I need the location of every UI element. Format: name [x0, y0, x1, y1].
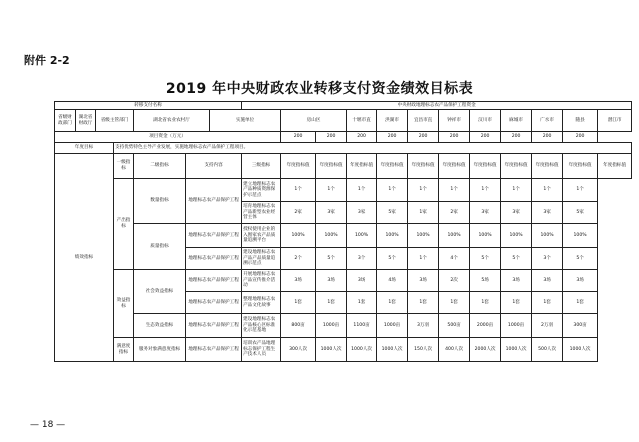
value-cell: 3家	[470, 202, 501, 224]
value-cell: 1套	[408, 292, 439, 314]
level2-cell: 生态效益指标	[134, 314, 186, 338]
value-cell: 3个	[532, 248, 563, 270]
value-cell: 100%	[316, 224, 347, 248]
hubei-finance: 湖北省财政厅	[76, 110, 96, 132]
value-cell: 100%	[532, 224, 563, 248]
value-cell: 1套	[439, 292, 470, 314]
value-cell: 4个	[439, 248, 470, 270]
value-cell: 1000人次	[347, 338, 377, 362]
page-number: — 18 —	[30, 420, 66, 430]
value-cell: 5场	[470, 270, 501, 292]
value-cell: 2家	[439, 202, 470, 224]
content-cell: 地理标志农产品保护工程	[186, 179, 242, 224]
value-cell: 1000人次	[501, 338, 532, 362]
level3-cell: 培训农产品地理标志保护工程生产技术人员	[242, 338, 281, 362]
value-cell: 2万羽	[532, 314, 563, 338]
unit-cell: 广水市	[532, 110, 563, 132]
content-cell: 地理标志农产品保护工程	[186, 270, 242, 292]
value-cell: 1个	[408, 248, 439, 270]
fund-cell: 200	[347, 132, 377, 143]
performance-table	[54, 101, 632, 362]
value-cell: 100%	[281, 224, 316, 248]
value-cell: 3场	[281, 270, 316, 292]
content-cell: 地理标志农产品保护工程	[186, 292, 242, 314]
value-cell: 1000亩	[501, 314, 532, 338]
value-cell: 100%	[501, 224, 532, 248]
fund-cell: 200	[470, 132, 501, 143]
value-cell: 2家	[281, 202, 316, 224]
level2-cell: 质量指标	[134, 224, 186, 270]
provincial-dept-label: 省级主管部门	[96, 110, 134, 132]
value-cell: 1100亩	[347, 314, 377, 338]
value-cell: 1套	[501, 292, 532, 314]
value-cell: 2000亩	[470, 314, 501, 338]
unit-cell: 麻城市	[501, 110, 532, 132]
value-cell: 1个	[347, 179, 377, 202]
value-cell: 1个	[316, 179, 347, 202]
value-cell: 1个	[377, 179, 408, 202]
value-cell: 1个	[408, 179, 439, 202]
attachment-label: 附件 2-2	[24, 54, 70, 67]
fund-cell: 200	[439, 132, 470, 143]
level1-header: 一级指标	[114, 154, 134, 179]
value-cell: 500亩	[439, 314, 470, 338]
value-cell: 3家	[347, 202, 377, 224]
value-cell: 3场	[408, 270, 439, 292]
fund-cell: 200	[316, 132, 347, 143]
unit-cell: 十堰市直	[347, 110, 377, 132]
value-cell: 3家	[316, 202, 347, 224]
value-cell: 1个	[563, 179, 598, 202]
level2-cell: 服务对象满意度指标	[134, 338, 186, 362]
value-cell: 100%	[563, 224, 598, 248]
value-cell: 5个	[563, 248, 598, 270]
annual-header: 年度指标值	[532, 154, 563, 179]
value-cell: 3个	[347, 248, 377, 270]
fund-cell: 200	[563, 132, 598, 143]
value-cell: 3场	[316, 270, 347, 292]
value-cell: 3万羽	[408, 314, 439, 338]
value-cell: 150人次	[408, 338, 439, 362]
content-cell: 地理标志农产品保护工程	[186, 248, 242, 270]
fund-cell: 200	[377, 132, 408, 143]
value-cell: 5个	[377, 248, 408, 270]
level3-cell: 整理地理标志农产品文化故事	[242, 292, 281, 314]
unit-cell: 宜昌市直	[408, 110, 439, 132]
value-cell: 1000人次	[563, 338, 598, 362]
level2-cell: 数量指标	[134, 179, 186, 224]
value-cell: 1个	[532, 179, 563, 202]
value-cell: 100%	[377, 224, 408, 248]
unit-cell: 房山区	[281, 110, 347, 132]
value-cell: 5个	[501, 248, 532, 270]
value-cell: 3场	[501, 270, 532, 292]
value-cell: 1套	[316, 292, 347, 314]
value-cell: 5家	[563, 202, 598, 224]
fund-cell: 200	[532, 132, 563, 143]
value-cell: 1个	[281, 179, 316, 202]
level3-cell: 授权使用企业的入围家农产品质量追溯平台	[242, 224, 281, 248]
value-cell: 1套	[377, 292, 408, 314]
content-header: 支持内容	[186, 154, 242, 179]
performance-indicator-label: 绩效指标	[55, 154, 114, 362]
unit-label: 实施单位	[210, 110, 281, 132]
annual-header: 年度指标值	[408, 154, 439, 179]
value-cell: 1套	[281, 292, 316, 314]
value-cell: 1套	[532, 292, 563, 314]
value-cell: 3家	[501, 202, 532, 224]
value-cell: 1个	[501, 179, 532, 202]
value-cell: 800亩	[281, 314, 316, 338]
fund-cell: 200	[281, 132, 316, 143]
unit-cell: 洪湖市	[377, 110, 408, 132]
value-cell: 100%	[408, 224, 439, 248]
value-cell: 2次	[439, 270, 470, 292]
value-cell: 2个	[281, 248, 316, 270]
annual-header: 年度指标值	[439, 154, 470, 179]
provincial-finance-label: 省级财政部门	[55, 110, 76, 132]
level2-header: 二级指标	[134, 154, 186, 179]
value-cell: 1个	[439, 179, 470, 202]
value-cell: 1000人次	[316, 338, 347, 362]
value-cell: 2000人次	[470, 338, 501, 362]
unit-cell: 钟祥市	[439, 110, 470, 132]
value-cell: 300亩	[563, 314, 598, 338]
level3-cell: 建设地理标志农产品产品质量追溯示范点	[242, 248, 281, 270]
level3-cell: 培育地理标志农产品新型农业经营主体	[242, 202, 281, 224]
value-cell: 5家	[377, 202, 408, 224]
value-cell: 1000亩	[316, 314, 347, 338]
funds-label: 项目资金（万元）	[55, 132, 281, 143]
value-cell: 100%	[347, 224, 377, 248]
value-cell: 100%	[439, 224, 470, 248]
value-cell: 400人次	[439, 338, 470, 362]
content-cell: 地理标志农产品保护工程	[186, 314, 242, 338]
content-cell: 地理标志农产品保护工程	[186, 338, 242, 362]
annual-header: 年度指标值	[377, 154, 408, 179]
value-cell: 500人次	[532, 338, 563, 362]
value-cell: 1套	[470, 292, 501, 314]
hubei-dept: 湖北省农业农村厅	[134, 110, 210, 132]
group-benefit: 效益指标	[114, 270, 134, 338]
value-cell: 1家	[408, 202, 439, 224]
page-title: 2019 年中央财政农业转移支付资金绩效目标表	[165, 81, 474, 97]
annual-goal-label: 年度目标	[55, 143, 114, 154]
value-cell: 3场	[563, 270, 598, 292]
unit-cell: 随县	[563, 110, 598, 132]
content-cell: 地理标志农产品保护工程	[186, 224, 242, 248]
unit-cell: 潜江市	[598, 110, 632, 132]
value-cell: 1套	[563, 292, 598, 314]
value-cell: 3场	[532, 270, 563, 292]
fund-cell: 200	[408, 132, 439, 143]
value-cell: 1000亩	[377, 314, 408, 338]
value-cell: 5个	[470, 248, 501, 270]
fund-name-label: 转移支付名称	[55, 102, 242, 110]
value-cell: 1套	[347, 292, 377, 314]
level3-cell: 建立地理标志农产品种质资源保护示范点	[242, 179, 281, 202]
level3-header: 三级指标	[242, 154, 281, 179]
level3-cell: 开展地理标志农产品宣传推介活动	[242, 270, 281, 292]
level3-cell: 建设地理标志农产品核心区标准化示范基地	[242, 314, 281, 338]
value-cell: 1000人次	[377, 338, 408, 362]
value-cell: 300人次	[281, 338, 316, 362]
value-cell: 3场	[347, 270, 377, 292]
group-satisfaction: 满意度指标	[114, 338, 134, 362]
annual-header: 年度指标值	[501, 154, 532, 179]
annual-header: 年度指标值	[598, 154, 632, 179]
value-cell: 5个	[316, 248, 347, 270]
unit-cell: 汉川市	[470, 110, 501, 132]
annual-header: 年度指标值	[470, 154, 501, 179]
annual-header: 年度指标值	[563, 154, 598, 179]
fund-name-value: 中央财政地理标志农产品保护工程资金	[242, 102, 632, 110]
annual-goal-text: 支持优势特色主导产业发展，实施地理标志农产品保护工程项目。	[114, 143, 632, 154]
value-cell: 4场	[377, 270, 408, 292]
fund-cell: 200	[501, 132, 532, 143]
annual-header: 年度指标值	[316, 154, 347, 179]
annual-header: 年度指标值	[281, 154, 316, 179]
group-output: 产出指标	[114, 179, 134, 270]
level2-cell: 社会效益指标	[134, 270, 186, 314]
annual-header: 年度指标值	[347, 154, 377, 179]
value-cell: 100%	[470, 224, 501, 248]
value-cell: 1个	[470, 179, 501, 202]
value-cell: 3家	[532, 202, 563, 224]
